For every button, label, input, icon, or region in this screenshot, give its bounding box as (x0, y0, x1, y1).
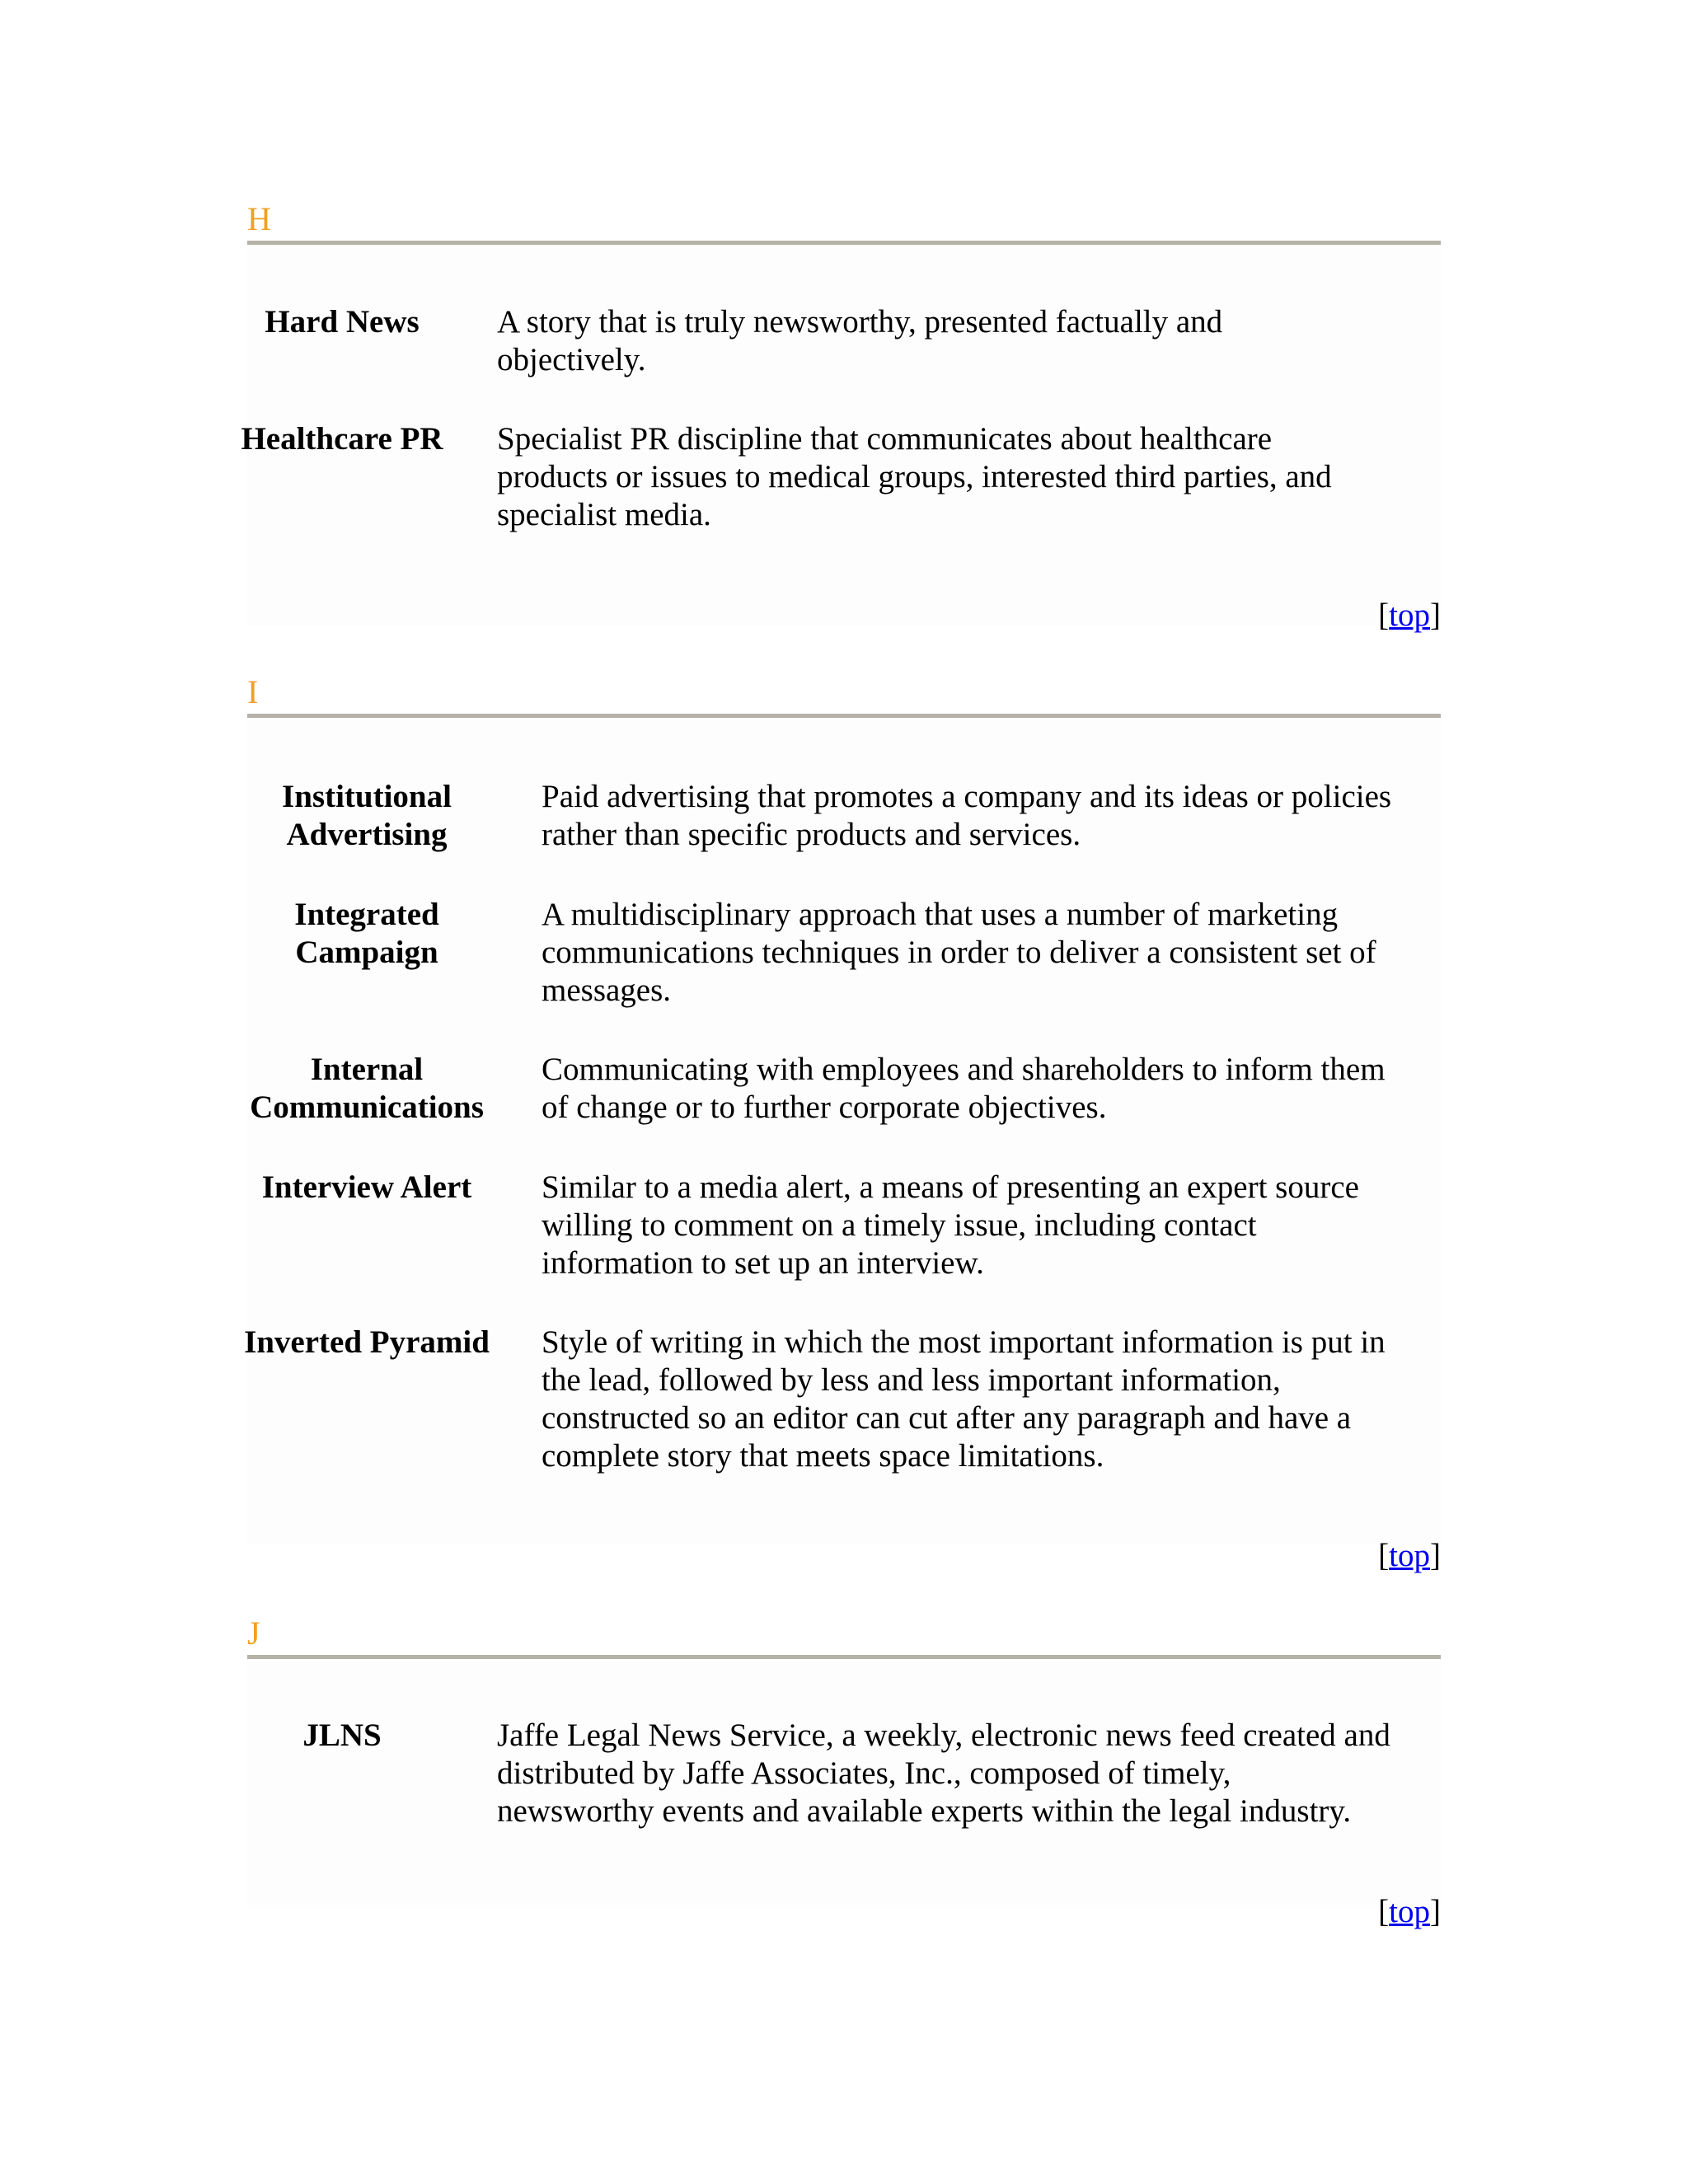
glossary-definition: Jaffe Legal News Service, a weekly, electronic news feed created and distributed by Jaffe Associates, Inc., composed of timely, newsworthy events and available experts within the legal industry. (497, 1718, 1390, 1829)
section-letter-h: H (247, 200, 271, 237)
bracket-close: ] (1430, 1894, 1441, 1929)
section-body-i (244, 720, 1441, 1544)
back-to-top (1378, 1893, 1441, 1931)
section-divider-h (247, 241, 1441, 245)
glossary-definition: Similar to a media alert, a means of presenting an expert source willing to comment on a timely issue, including contact information to set up an interview. (542, 1169, 1359, 1281)
bracket-close: ] (1430, 1538, 1441, 1573)
glossary-term: Inverted Pyramid (244, 1324, 490, 1360)
top-link[interactable]: top (1389, 1538, 1430, 1573)
glossary-term: Interview Alert (261, 1169, 472, 1205)
glossary-term: JLNS (302, 1718, 382, 1753)
glossary-definition: Communicating with employees and shareholders to inform them of change or to further corporate objectives. (542, 1052, 1386, 1125)
section-divider-j (247, 1655, 1441, 1659)
glossary-term: Healthcare PR (241, 421, 443, 457)
top-link[interactable]: top (1389, 1894, 1430, 1929)
section-letter-j: J (247, 1615, 260, 1652)
bracket-open: [ (1378, 598, 1390, 633)
glossary-term: Hard News (265, 304, 420, 340)
glossary-definition: Specialist PR discipline that communicates about healthcare products or issues to medical groups, interested third parties, and specialist media. (497, 421, 1332, 532)
bracket-close: ] (1430, 598, 1441, 633)
top-link[interactable]: top (1389, 598, 1430, 633)
section-body-h (241, 247, 1441, 626)
glossary-definition: A multidisciplinary approach that uses a number of marketing communications techniques in order to deliver a consistent set of messages. (542, 897, 1376, 1008)
section-divider-i (247, 714, 1441, 718)
back-to-top (1378, 597, 1441, 635)
section-letter-i: I (247, 673, 259, 710)
bracket-open: [ (1378, 1894, 1390, 1929)
glossary-definition: Style of writing in which the most important information is put in the lead, followed by less and less important information, constructed so an editor can cut after any paragraph and have a complete story that meets space limitations. (542, 1324, 1386, 1474)
bracket-open: [ (1378, 1538, 1390, 1573)
glossary-term: Integrated Campaign (294, 897, 439, 970)
glossary-term: Institutional Advertising (282, 779, 452, 852)
section-body-j (247, 1661, 1441, 1909)
glossary-definition: A story that is truly newsworthy, presented factually and objectively. (497, 304, 1223, 377)
glossary-definition: Paid advertising that promotes a company and its ideas or policies rather than specific products and services. (542, 779, 1392, 852)
glossary-term: Internal Communications (250, 1052, 484, 1125)
back-to-top (1378, 1537, 1441, 1575)
